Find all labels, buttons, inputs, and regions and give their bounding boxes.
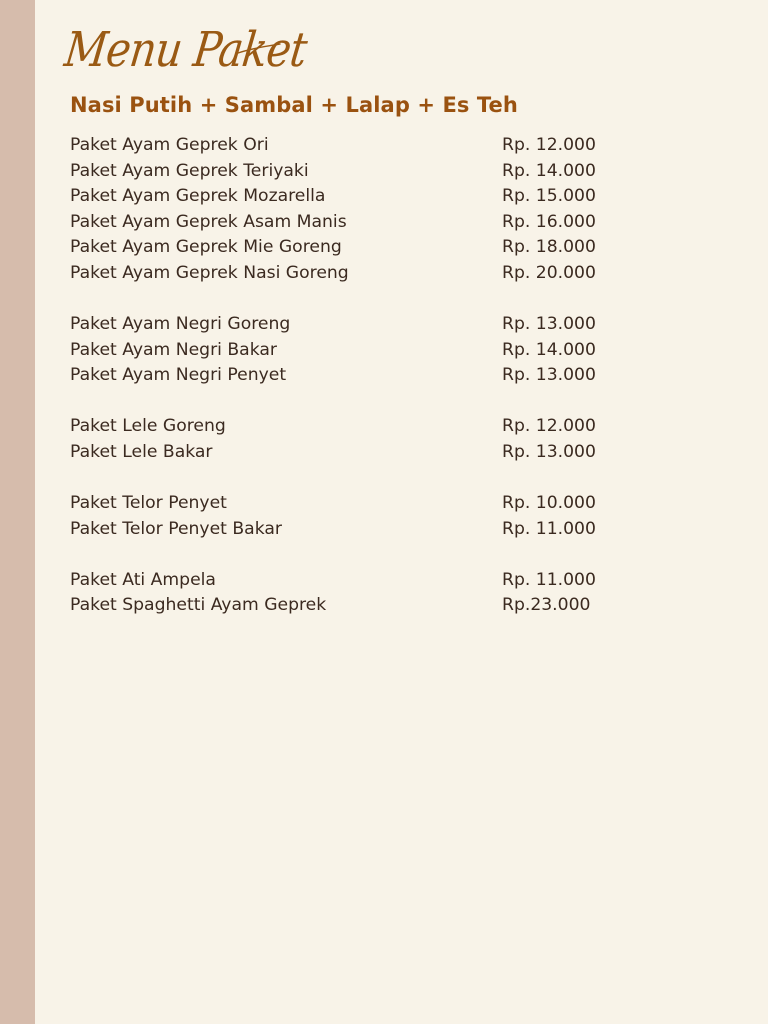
menu-item-price: Rp. 14.000	[502, 160, 596, 181]
menu-item	[70, 338, 630, 364]
menu-item-price: Rp. 14.000	[502, 339, 596, 360]
menu-item-name: Paket Lele Goreng	[70, 416, 226, 437]
menu-item	[70, 593, 630, 619]
menu-item-name: Paket Ayam Geprek Asam Manis	[70, 211, 347, 232]
menu-item	[70, 159, 630, 185]
menu-item-name: Paket Ayam Negri Goreng	[70, 314, 291, 335]
menu-item	[70, 517, 630, 543]
menu-item-price: Rp. 12.000	[502, 416, 596, 437]
menu-item-price: Rp. 20.000	[502, 262, 596, 283]
menu-item-name: Paket Ayam Geprek Nasi Goreng	[70, 262, 349, 283]
menu-item-name: Paket Telor Penyet Bakar	[70, 518, 282, 539]
menu-item-name: Paket Lele Bakar	[70, 441, 213, 462]
menu-item-price: Rp. 11.000	[502, 569, 596, 590]
menu-item	[70, 235, 630, 261]
menu-item-price: Rp. 13.000	[502, 314, 596, 335]
side-band	[0, 0, 35, 1024]
menu-title: Menu Paket	[61, 22, 310, 78]
menu-list	[70, 133, 630, 619]
menu-item-name: Paket Telor Penyet	[70, 493, 227, 514]
menu-item-name: Paket Ayam Geprek Mozarella	[70, 186, 326, 207]
menu-item	[70, 491, 630, 517]
menu-item-price: Rp. 15.000	[502, 186, 596, 207]
menu-item-price: Rp. 16.000	[502, 211, 596, 232]
menu-item	[70, 133, 630, 159]
menu-item	[70, 568, 630, 594]
menu-item-name: Paket Ati Ampela	[70, 569, 216, 590]
menu-item	[70, 440, 630, 466]
menu-item	[70, 261, 630, 287]
menu-item-name: Paket Ayam Negri Bakar	[70, 339, 277, 360]
menu-item-price: Rp. 11.000	[502, 518, 596, 539]
menu-item	[70, 210, 630, 236]
menu-subtitle: Nasi Putih + Sambal + Lalap + Es Teh	[70, 93, 518, 117]
menu-item-price: Rp. 12.000	[502, 135, 596, 155]
title-flourish	[68, 28, 283, 96]
menu-item	[70, 363, 630, 389]
menu-item	[70, 414, 630, 440]
menu-item-price: Rp. 13.000	[502, 365, 596, 386]
menu-item-price: Rp. 10.000	[502, 493, 596, 514]
menu-item-name: Paket Spaghetti Ayam Geprek	[70, 595, 327, 616]
menu-item-price: Rp. 18.000	[502, 237, 596, 258]
menu-item-price: Rp.23.000	[502, 595, 591, 616]
menu-item-name: Paket Ayam Negri Penyet	[70, 365, 287, 386]
menu-item-name: Paket Ayam Geprek Ori	[70, 135, 269, 155]
menu-item-name: Paket Ayam Geprek Teriyaki	[70, 160, 309, 181]
menu-item	[70, 312, 630, 338]
menu-item	[70, 184, 630, 210]
menu-item-price: Rp. 13.000	[502, 441, 596, 462]
menu-item-name: Paket Ayam Geprek Mie Goreng	[70, 237, 342, 258]
